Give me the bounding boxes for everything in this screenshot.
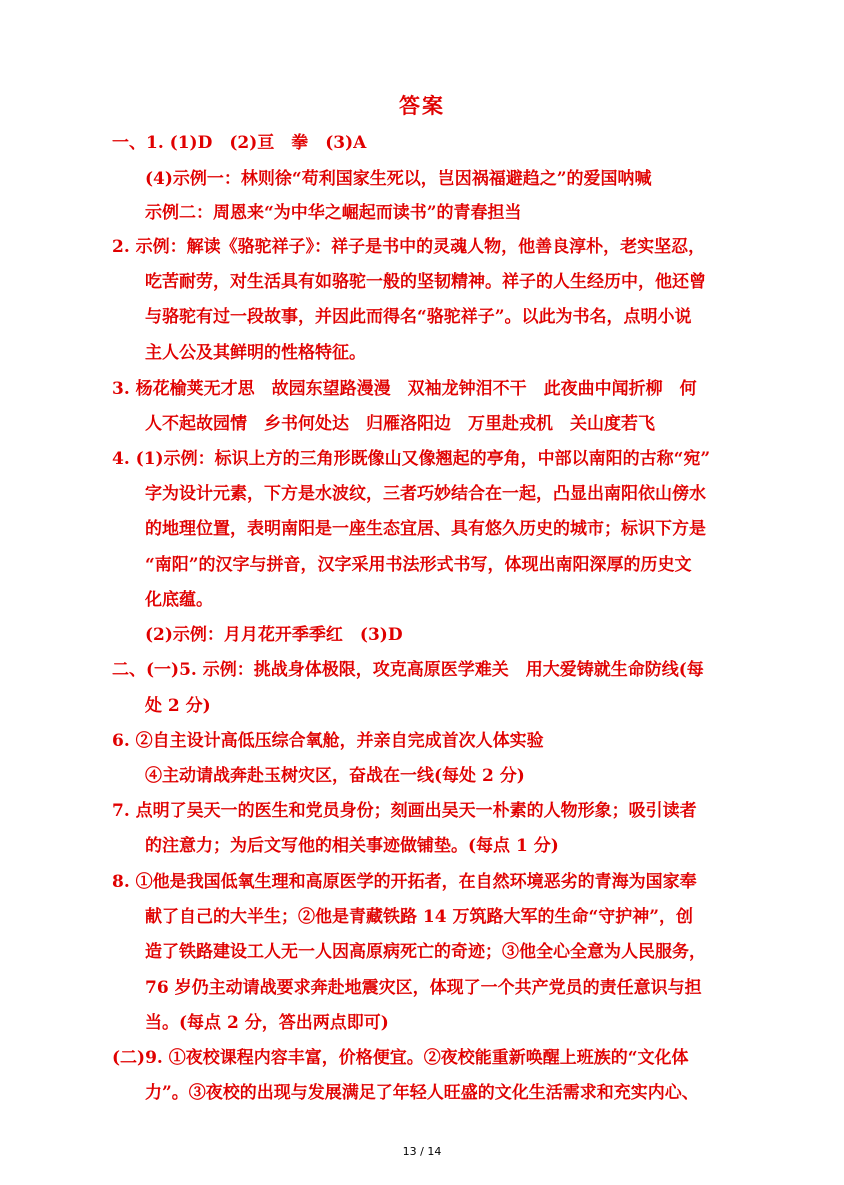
answer-line: (2)示例：月月花开季季红 (3)D	[145, 625, 403, 645]
answer-line: 8. ①他是我国低氧生理和高原医学的开拓者，在自然环境恶劣的青海为国家奉	[112, 872, 697, 892]
answer-line: 献了自己的大半生；②他是青藏铁路 14 万筑路大军的生命“守护神”，创	[145, 907, 694, 927]
answer-line: 力”。③夜校的出现与发展满足了年轻人旺盛的文化生活需求和充实内心、	[145, 1083, 699, 1103]
answer-line: 一、1. (1)D (2)亘 拳 (3)A	[112, 133, 367, 153]
answer-line: 人不起故园情 乡书何处达 归雁洛阳边 万里赴戎机 关山度若飞	[145, 414, 655, 434]
answer-line: 3. 杨花榆荚无才思 故园东望路漫漫 双袖龙钟泪不干 此夜曲中闻折柳 何	[112, 379, 697, 399]
page-title: 答案	[399, 93, 445, 118]
answer-line: 4. (1)示例：标识上方的三角形既像山又像翘起的亭角，中部以南阳的古称“宛”	[112, 449, 711, 469]
answer-line: 的地理位置，表明南阳是一座生态宜居、具有悠久历史的城市；标识下方是	[145, 519, 706, 539]
answer-line: 化底蕴。	[145, 590, 213, 610]
answer-line: 吃苦耐劳，对生活具有如骆驼一般的坚韧精神。祥子的人生经历中，他还曾	[145, 272, 706, 292]
answer-line: “南阳”的汉字与拼音，汉字采用书法形式书写，体现出南阳深厚的历史文	[145, 555, 692, 575]
answer-line: 2. 示例：解读《骆驼祥子》：祥子是书中的灵魂人物，他善良淳朴，老实坚忍，	[112, 237, 706, 257]
answer-line: 76 岁仍主动请战要求奔赴地震灾区，体现了一个共产党员的责任意识与担	[145, 978, 702, 998]
page-indicator: 13 / 14	[402, 1145, 442, 1158]
answer-line: 主人公及其鲜明的性格特征。	[145, 343, 366, 363]
answer-line: (二)9. ①夜校课程内容丰富，价格便宜。②夜校能重新唤醒上班族的“文化体	[112, 1048, 689, 1068]
answer-line: 造了铁路建设工人无一人因高原病死亡的奇迹；③他全心全意为人民服务，	[145, 942, 706, 962]
answer-line: 当。(每点 2 分，答出两点即可)	[145, 1013, 389, 1033]
answer-line: 与骆驼有过一段故事，并因此而得名“骆驼祥子”。以此为书名，点明小说	[145, 307, 692, 327]
answer-line: (4)示例一：林则徐“苟利国家生死以，岂因祸福避趋之”的爱国呐喊	[145, 169, 652, 189]
answer-line: 处 2 分)	[145, 696, 211, 716]
answer-line: ④主动请战奔赴玉树灾区，奋战在一线(每处 2 分)	[145, 766, 525, 786]
answer-line: 二、(一)5. 示例：挑战身体极限，攻克高原医学难关 用大爱铸就生命防线(每	[112, 660, 704, 680]
answer-line: 6. ②自主设计高低压综合氧舱，并亲自完成首次人体实验	[112, 731, 544, 751]
answer-line: 的注意力；为后文写他的相关事迹做铺垫。(每点 1 分)	[145, 836, 559, 856]
answer-line: 示例二：周恩来“为中华之崛起而读书”的青春担当	[145, 203, 522, 223]
answer-line: 7. 点明了吴天一的医生和党员身份；刻画出吴天一朴素的人物形象；吸引读者	[112, 801, 697, 821]
answer-line: 字为设计元素，下方是水波纹，三者巧妙结合在一起，凸显出南阳依山傍水	[145, 484, 706, 504]
